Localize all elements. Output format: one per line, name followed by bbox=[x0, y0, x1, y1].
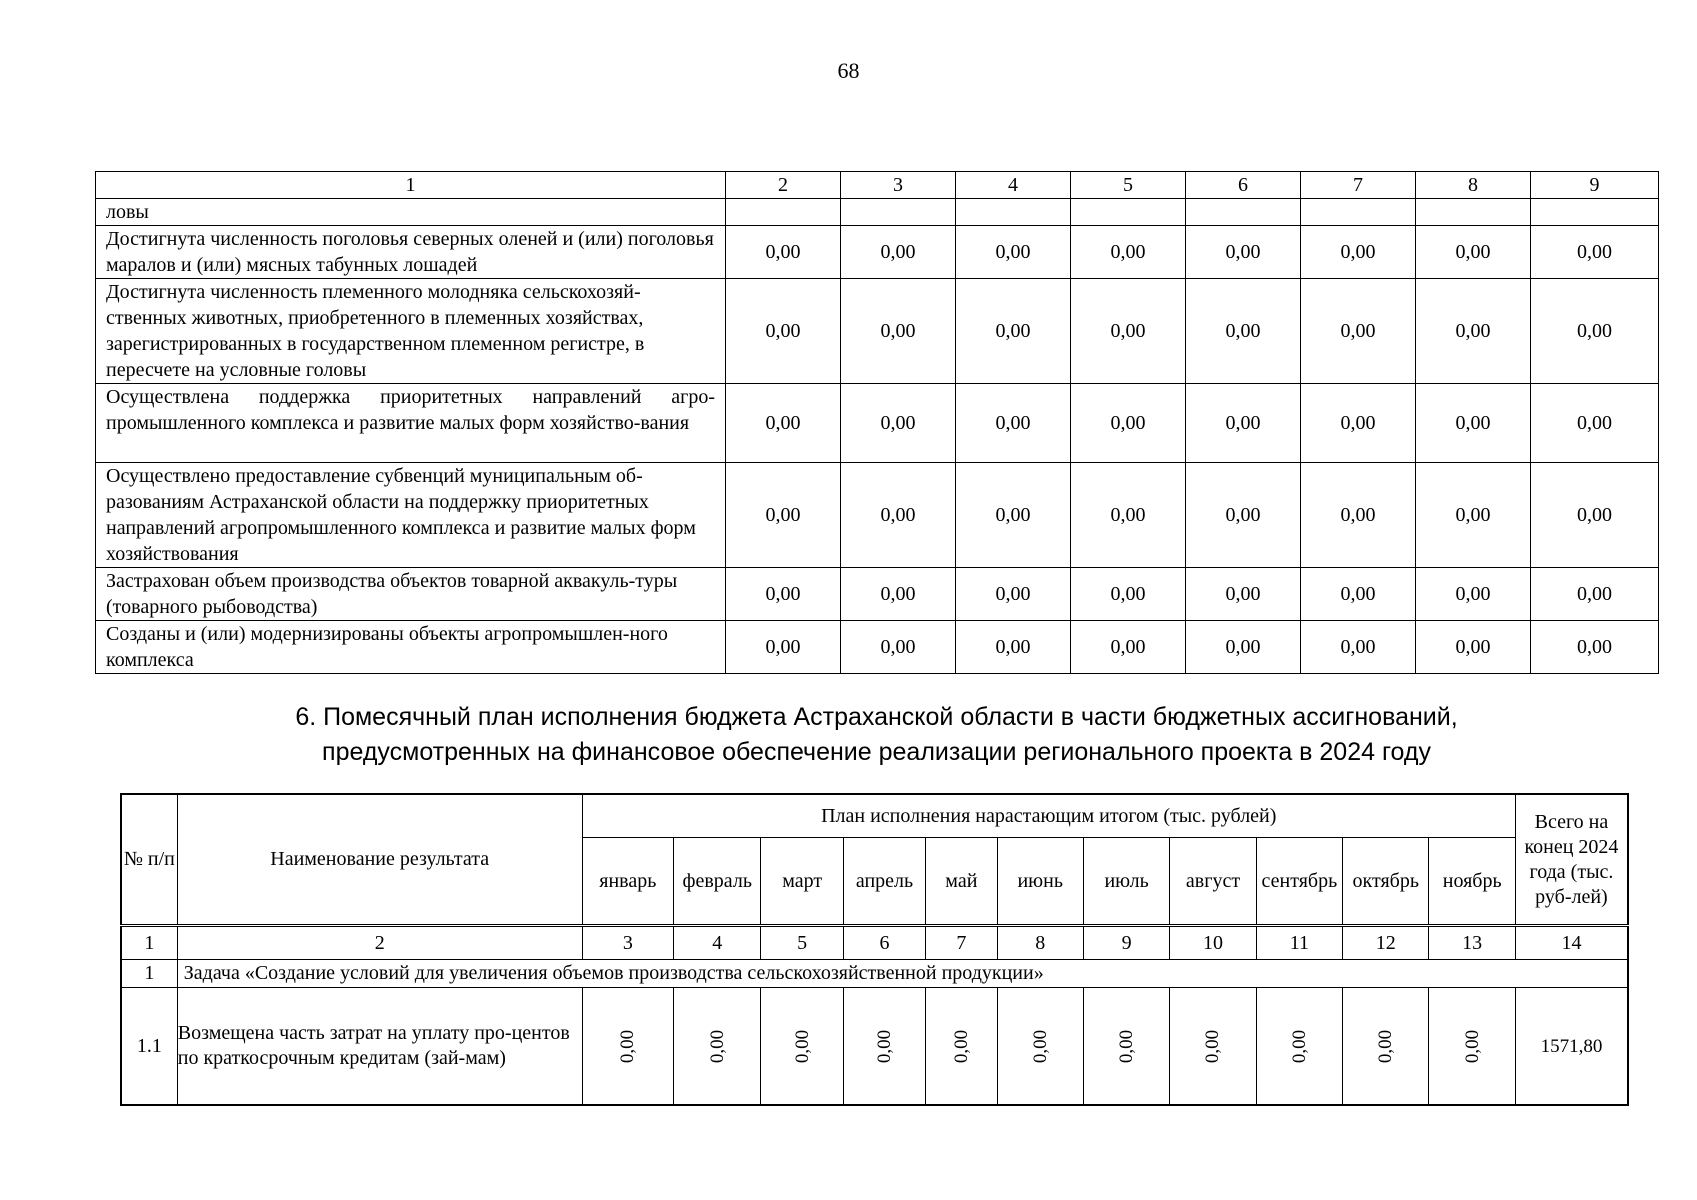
value-cell: 0,00 bbox=[1186, 568, 1301, 621]
row-label: Осуществлено предоставление субвенций муниципальным об-разованиям Астраханской области на поддержку приоритетных направлений агропромышленного комплекса и развитие малых форм хозяйствования bbox=[96, 463, 726, 568]
value-cell: 0,00 bbox=[1186, 279, 1301, 384]
column-index: 10 bbox=[1170, 926, 1256, 960]
month-value: 0,00 bbox=[950, 1029, 972, 1063]
total-column-header: Всего на конец 2024 года (тыс. руб-лей) bbox=[1515, 794, 1628, 926]
result-name: Возмещена часть затрат на уплату про-центов по краткосрочным кредитам (зай-мам) bbox=[177, 988, 582, 1106]
value-cell: 0,00 bbox=[1071, 384, 1186, 463]
column-index: 3 bbox=[582, 926, 673, 960]
month-header: июль bbox=[1083, 838, 1169, 926]
value-cell: 0,00 bbox=[1071, 568, 1186, 621]
section-title bbox=[95, 700, 1658, 770]
value-cell: 0,00 bbox=[1186, 226, 1301, 279]
value-cell: 0,00 bbox=[1531, 621, 1659, 674]
value-cell: 0,00 bbox=[726, 384, 841, 463]
value-cell: 0,00 bbox=[956, 384, 1071, 463]
monthly-plan-table bbox=[120, 793, 1629, 1106]
column-header: 3 bbox=[841, 172, 956, 199]
table-row bbox=[121, 988, 1628, 1106]
row-label: Достигнута численность племенного молодняка сельскохозяй-ственных животных, приобретенного в племенных хозяйствах, зарегистрированных в государственном племенном регистре, в пересчете на условные головы bbox=[96, 279, 726, 384]
value-cell: 0,00 bbox=[1416, 568, 1531, 621]
value-cell: 0,00 bbox=[841, 226, 956, 279]
value-cell: 0,00 bbox=[956, 568, 1071, 621]
value-cell: 0,00 bbox=[1301, 568, 1416, 621]
task-text: Задача «Создание условий для увеличения объемов производства сельскохозяйственной продукции» bbox=[177, 960, 1628, 988]
section-title-line-1: 6. Помесячный план исполнения бюджета Астраханской области в части бюджетных ассигнований, bbox=[295, 703, 1458, 731]
month-value: 0,00 bbox=[1461, 1029, 1483, 1063]
value-cell: 0,00 bbox=[841, 384, 956, 463]
month-header: март bbox=[761, 838, 843, 926]
month-value: 0,00 bbox=[1288, 1029, 1310, 1063]
month-header: февраль bbox=[674, 838, 761, 926]
column-index: 11 bbox=[1256, 926, 1342, 960]
column-header: 2 bbox=[726, 172, 841, 199]
total-value: 1571,80 bbox=[1515, 988, 1628, 1106]
value-cell: 0,00 bbox=[1301, 463, 1416, 568]
value-cell: 0,00 bbox=[1186, 621, 1301, 674]
month-header: октябрь bbox=[1343, 838, 1429, 926]
value-cell: 0,00 bbox=[1071, 463, 1186, 568]
task-number: 1 bbox=[121, 960, 177, 988]
month-header: сентябрь bbox=[1256, 838, 1342, 926]
value-cell: 0,00 bbox=[841, 279, 956, 384]
value-cell: 0,00 bbox=[1186, 384, 1301, 463]
value-cell: 0,00 bbox=[841, 621, 956, 674]
value-cell: 0,00 bbox=[1071, 279, 1186, 384]
value-cell: 0,00 bbox=[726, 463, 841, 568]
value-cell: 0,00 bbox=[726, 279, 841, 384]
month-value: 0,00 bbox=[874, 1029, 895, 1063]
table-row bbox=[96, 384, 1659, 463]
section-title-line-2: предусмотренных на финансовое обеспечение реализации регионального проекта в 2024 году bbox=[322, 738, 1431, 766]
column-header: 4 bbox=[956, 172, 1071, 199]
row-label: Осуществлена поддержка приоритетных направлений агро-промышленного комплекса и развитие малых форм хозяйство-вания bbox=[96, 384, 726, 463]
value-cell: 0,00 bbox=[956, 463, 1071, 568]
value-cell: 0,00 bbox=[1531, 384, 1659, 463]
column-index: 7 bbox=[926, 926, 997, 960]
month-value: 0,00 bbox=[1202, 1029, 1224, 1063]
column-header: 8 bbox=[1416, 172, 1531, 199]
column-index: 9 bbox=[1083, 926, 1169, 960]
value-cell: 0,00 bbox=[1301, 621, 1416, 674]
month-header: январь bbox=[582, 838, 673, 926]
table-row bbox=[96, 279, 1659, 384]
month-value: 0,00 bbox=[617, 1029, 639, 1063]
value-cell: 0,00 bbox=[1416, 226, 1531, 279]
value-cell: 0,00 bbox=[1416, 621, 1531, 674]
month-header: ноябрь bbox=[1429, 838, 1515, 926]
month-value: 0,00 bbox=[706, 1029, 728, 1063]
row-label: Застрахован объем производства объектов товарной аквакуль-туры (товарного рыбоводства) bbox=[96, 568, 726, 621]
value-cell: 0,00 bbox=[1071, 226, 1186, 279]
month-value: 0,00 bbox=[791, 1029, 813, 1063]
month-header: август bbox=[1170, 838, 1256, 926]
value-cell: 0,00 bbox=[1301, 226, 1416, 279]
value-cell: 0,00 bbox=[1531, 568, 1659, 621]
column-header: 9 bbox=[1531, 172, 1659, 199]
value-cell: 0,00 bbox=[1301, 384, 1416, 463]
value-cell: 0,00 bbox=[1531, 463, 1659, 568]
column-header: 5 bbox=[1071, 172, 1186, 199]
value-cell: 0,00 bbox=[1301, 279, 1416, 384]
table-row bbox=[96, 226, 1659, 279]
value-cell: 0,00 bbox=[956, 279, 1071, 384]
page-number: 68 bbox=[837, 58, 860, 83]
value-cell: 0,00 bbox=[726, 568, 841, 621]
value-cell: 0,00 bbox=[1071, 621, 1186, 674]
results-table bbox=[95, 171, 1659, 674]
column-index: 12 bbox=[1343, 926, 1429, 960]
table-row bbox=[96, 199, 1659, 226]
column-index: 14 bbox=[1515, 926, 1628, 960]
table-row bbox=[96, 463, 1659, 568]
column-index: 5 bbox=[761, 926, 843, 960]
value-cell: 0,00 bbox=[1186, 463, 1301, 568]
value-cell: 0,00 bbox=[726, 621, 841, 674]
number-column-header: № п/п bbox=[121, 794, 177, 926]
month-header: май bbox=[926, 838, 997, 926]
task-row bbox=[121, 960, 1628, 988]
column-index: 8 bbox=[997, 926, 1083, 960]
result-number: 1.1 bbox=[121, 988, 177, 1106]
month-value: 0,00 bbox=[1116, 1029, 1138, 1063]
month-header: июнь bbox=[997, 838, 1083, 926]
value-cell: 0,00 bbox=[1531, 226, 1659, 279]
column-index: 6 bbox=[843, 926, 925, 960]
value-cell: 0,00 bbox=[1416, 463, 1531, 568]
value-cell: 0,00 bbox=[841, 568, 956, 621]
value-cell: 0,00 bbox=[1416, 279, 1531, 384]
table-row bbox=[96, 568, 1659, 621]
column-index: 1 bbox=[121, 926, 177, 960]
table-header-row bbox=[121, 794, 1628, 838]
value-cell: 0,00 bbox=[726, 226, 841, 279]
value-cell: 0,00 bbox=[1416, 384, 1531, 463]
month-value: 0,00 bbox=[1029, 1029, 1051, 1063]
row-label: Созданы и (или) модернизированы объекты агропромышлен-ного комплекса bbox=[96, 621, 726, 674]
row-label: ловы bbox=[96, 199, 726, 226]
column-index: 13 bbox=[1429, 926, 1515, 960]
value-cell: 0,00 bbox=[956, 621, 1071, 674]
plan-header: План исполнения нарастающим итогом (тыс. рублей) bbox=[582, 794, 1515, 838]
column-header: 7 bbox=[1301, 172, 1416, 199]
row-label: Достигнута численность поголовья северных оленей и (или) поголовья маралов и (или) мясных табунных лошадей bbox=[96, 226, 726, 279]
value-cell: 0,00 bbox=[841, 463, 956, 568]
column-header: 6 bbox=[1186, 172, 1301, 199]
column-index: 2 bbox=[177, 926, 582, 960]
month-header: апрель bbox=[843, 838, 925, 926]
column-header: 1 bbox=[96, 172, 726, 199]
table-row bbox=[96, 621, 1659, 674]
value-cell: 0,00 bbox=[956, 226, 1071, 279]
month-value: 0,00 bbox=[1375, 1029, 1397, 1063]
column-index-row bbox=[121, 926, 1628, 960]
column-index: 4 bbox=[674, 926, 761, 960]
table-header-row bbox=[96, 172, 1659, 199]
value-cell: 0,00 bbox=[1531, 279, 1659, 384]
name-column-header: Наименование результата bbox=[177, 794, 582, 926]
